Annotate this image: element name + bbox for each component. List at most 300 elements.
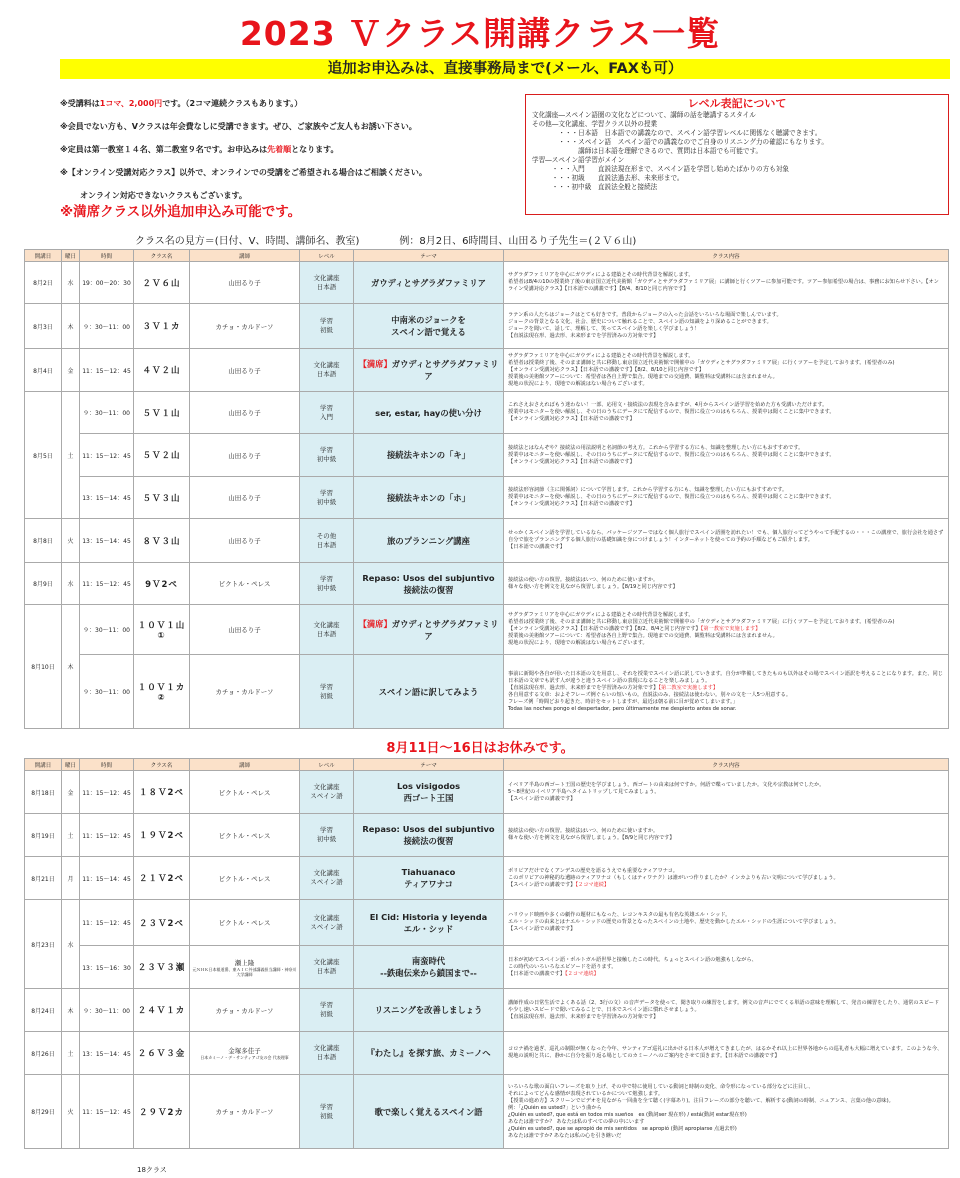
teacher-name: 山田るり子: [228, 279, 261, 287]
table-row: [25, 262, 949, 304]
class-name-cell: ４Ｖ２山: [134, 349, 190, 392]
date-cell: 8月5日: [25, 392, 62, 519]
description-line: せっかくスペイン語を学習しているなら、パッケージツアーではなく個人旅行でスペイン語圏を訪れたい！でも、個人旅行ってどうやって手配するの・・・この講座で、旅行会社を通さず自分で旅をプランニングする個人旅行の基礎知識を身につけましょう！インターネットを使っての予約の手順などもご紹介します。: [508, 530, 944, 543]
description-line: このボリビアの神秘的な遺跡のティアワナコ（もしくはティワナク）は誰がいつ作りましたか？インカよりも古い文明について学びましょう。: [508, 874, 839, 881]
description-line: あなたは誰ですか？ あなたは私のすべての夢の中にいます: [508, 1118, 645, 1125]
level-cell: [300, 434, 354, 477]
line: エル・シッド: [403, 923, 454, 934]
column-header: テーマ: [354, 759, 504, 771]
column-header: クラス名: [134, 250, 190, 262]
description-line: 現地の状況により、現地での解説はない場合もございます。: [508, 380, 648, 387]
description-cell: [504, 771, 949, 814]
time-cell: ９：30～11：00: [80, 304, 134, 349]
line: 南蛮時代: [411, 956, 446, 966]
description-line: 【授業の進め方】スクリーンでビデオを見ながら一回曲を全て聴く(字幕あり)。注目フレーズの部分を聴いて、解析する(動詞の時制、ニュアンス、言葉の他の意味)。: [508, 1097, 894, 1104]
theme-cell: [354, 1075, 504, 1149]
description-line: ¿Quién es usted?, que se apropió de mis sentidos se apropió (動詞 apropiarse 点過去形): [508, 1125, 737, 1132]
teacher-name: 山田るり子: [228, 409, 261, 417]
line: 文化講座: [313, 273, 340, 282]
teacher-cell: [190, 434, 300, 477]
teacher-cell: [190, 519, 300, 563]
description-line: イベリア半島の西ゴート王国の歴史を学びましょう。西ゴートの由来は何ですか。何語で喋っていましたか。文化や宗教は何でしたか。: [508, 781, 825, 788]
line: 文化講座: [313, 620, 340, 629]
table-row: [25, 519, 949, 563]
date-cell: 8月19日: [25, 814, 62, 857]
description-line: 例：「¿Quién es usted?」という曲から: [508, 1104, 602, 1111]
day-cell: 木: [62, 304, 80, 349]
teacher-name: ビクトル・ペレス: [218, 788, 271, 797]
line: 接続法の復習: [403, 584, 454, 595]
note-membership: ※会員でない方も、Vクラスは年会費なしに受講できます。ぜひ、ご家族やご友人もお誘い下さい。: [60, 122, 417, 131]
description-line: 接続法の使い方の復習。接続法はいつ、何のために使いますか。: [508, 828, 659, 834]
line: 初級: [320, 326, 333, 334]
description-line: 【オンライン受講対応クラス】【日本語での講義です】: [508, 501, 635, 507]
class-name-cell: １８Ｖ2ペ: [134, 771, 190, 814]
teacher-name: 金塚多佳子: [228, 1047, 261, 1055]
theme-cell: [354, 771, 504, 814]
day-cell: 土: [62, 814, 80, 857]
theme-cell: [354, 349, 504, 392]
teacher-name: ビクトル・ペレス: [218, 831, 271, 840]
level-cell: [300, 989, 354, 1032]
table-row: [25, 1075, 949, 1149]
day-cell: 月: [62, 857, 80, 900]
teacher-cell: [190, 477, 300, 519]
teacher-cell: [190, 857, 300, 900]
description-line: エル・シッドの由来とはナエル・シッドの歴史の背景となったスペインの土地や、歴史を動かしたエル・シッドの生涯について学びましょう。: [508, 919, 840, 925]
date-cell: 8月10日: [25, 605, 62, 729]
teacher-cell: [190, 900, 300, 946]
level-cell: [300, 1075, 354, 1149]
table-row: [25, 857, 949, 900]
date-cell: 8月2日: [25, 262, 62, 304]
level-legend-line: その他―文化講座、学習クラス以外の授業: [532, 120, 658, 128]
theme-cell: [354, 519, 504, 563]
page-title: 2023 Ｖクラス開講クラス一覧: [239, 14, 721, 53]
line: リスニングを改善しましょう: [374, 1005, 483, 1015]
description-line: 希望者は授業終了後、そのまま講師と共に移動し東京国立近代美術館で開催中の「ガウディとサグラダファミリア展」に行くツアーを予定しております。(希望者のみ): [508, 619, 895, 625]
description-line: 【日本語での講義です】: [508, 544, 566, 550]
class-name-cell: ２Ｖ６山: [134, 262, 190, 304]
line: 学習: [320, 446, 333, 454]
level-cell: [300, 946, 354, 989]
description-line: 授業後の美術館ツアーについて：希望者は各自上野で集合。現地までの交通費、観覧料は受講料には含まれません。: [508, 373, 778, 380]
class-name-cell: ８Ｖ３山: [134, 519, 190, 563]
line: 接続法キホンの「キ」: [387, 450, 470, 460]
teacher-cell: [190, 946, 300, 989]
level-cell: [300, 392, 354, 434]
description-line: 様々な使い方を例文を見ながら復習しましょう。【8/9と同じ内容です】: [508, 835, 675, 841]
line: Tiahuanaco: [401, 867, 456, 877]
time-cell: 11：15～12：45: [80, 814, 134, 857]
class-name-cell: １０Ｖ１山①: [134, 605, 190, 655]
class-name-cell: ５Ｖ２山: [134, 434, 190, 477]
theme-cell: [354, 392, 504, 434]
description-cell: [504, 1032, 949, 1075]
column-header: レベル: [300, 250, 354, 262]
description-line: 現地の状況により、現地での解説はない場合もございます。: [508, 640, 648, 646]
level-cell: [300, 1032, 354, 1075]
line: 学習: [320, 826, 333, 834]
date-cell: 8月26日: [25, 1032, 62, 1075]
level-cell: [300, 771, 354, 814]
line: El Cid: Historia y leyenda: [369, 911, 488, 922]
day-cell: 火: [62, 1075, 80, 1149]
teacher-title: 日本カミーノ・デ・サンティアゴ友の会 代表理事: [200, 1055, 289, 1060]
date-cell: 8月4日: [25, 349, 62, 392]
table-row: [25, 477, 949, 519]
date-cell: 8月8日: [25, 519, 62, 563]
time-cell: 13：15～14：45: [80, 1032, 134, 1075]
day-cell: 水: [62, 262, 80, 304]
time-cell: ９：30～11：00: [80, 989, 134, 1032]
description-cell: [504, 814, 949, 857]
description-line: 【オンライン受講対応クラス】【日本語での講義です】: [508, 458, 635, 465]
description-line: あなたは誰ですか? あなたは私の心を引き継いだ: [508, 1132, 622, 1139]
teacher-name: ビクトル・ペレス: [218, 580, 271, 588]
day-cell: 火: [62, 519, 80, 563]
theme-cell: [354, 857, 504, 900]
theme-cell: [354, 989, 504, 1032]
day-cell: 水: [62, 900, 80, 989]
line: スペイン語: [310, 922, 343, 931]
time-cell: ９：30～11：00: [80, 605, 134, 655]
day-cell: 木: [62, 989, 80, 1032]
date-cell: 8月24日: [25, 989, 62, 1032]
level-cell: [300, 563, 354, 605]
line: 初中級: [316, 583, 337, 592]
description-line: サグラダファミリアを中心にガウディによる建築とその時代背景を解説します。: [508, 272, 694, 278]
date-cell: 8月9日: [25, 563, 62, 605]
theme-cell: [354, 434, 504, 477]
description-cell: [504, 946, 949, 989]
day-cell: 木: [62, 605, 80, 729]
table-row: [25, 605, 949, 655]
line: ティアワナコ: [404, 879, 453, 889]
description-line: ジョークを聞いて、話して、理解して、笑ってスペイン語を楽しく学びましょう！: [508, 326, 700, 332]
class-name-cell: ２３Ｖ2ペ: [134, 900, 190, 946]
level-cell: [300, 900, 354, 946]
teacher-name: カチョ・カルドーソ: [215, 322, 274, 331]
line: 初中級: [316, 455, 337, 463]
time-cell: 19：00～20：30: [80, 262, 134, 304]
application-banner: 追加お申込みは、直接事務局まで(メール、FAXも可）: [60, 59, 950, 79]
theme-cell: [354, 1032, 504, 1075]
line: 初級: [320, 1111, 333, 1120]
day-cell: 土: [62, 1032, 80, 1075]
level-cell: [300, 262, 354, 304]
theme-cell: [354, 262, 504, 304]
theme-cell: [354, 655, 504, 729]
schedule-table-1: [24, 249, 949, 729]
description-line: ハリウッド映画や多くの劇作の題材にもなった、レコンキスタの最も有名な英雄エル・シッド。: [508, 912, 731, 918]
theme-cell: [354, 563, 504, 605]
description-line: 各自用意する文章：およそフレーズ例ぐらいの短いもの。直説法のみ、接続法は使わない。別々の文を一人5つ用意する。: [508, 691, 792, 698]
description-line: この時代のいろいろなエピソードを語ります。: [508, 963, 617, 970]
description-line: フレーズ例「時間どおり起きた、時計をセットしますが、最近は朝る前に目が覚めてしまいます。」: [508, 698, 738, 705]
time-cell: 13：15～14：45: [80, 477, 134, 519]
level-cell: [300, 304, 354, 349]
level-cell: [300, 349, 354, 392]
teacher-cell: [190, 814, 300, 857]
description-cell: [504, 900, 949, 946]
table-row: [25, 1032, 949, 1075]
level-legend-line: ・・・初級 直説法過去形、未来形まで。: [532, 174, 684, 182]
teacher-cell: [190, 771, 300, 814]
theme-cell: [354, 605, 504, 655]
time-cell: 11：15～12：45: [80, 1075, 134, 1149]
line: 初級: [320, 691, 333, 700]
time-cell: ９：30～11：00: [80, 655, 134, 729]
column-header: テーマ: [354, 250, 504, 262]
line: 文化講座: [313, 783, 340, 791]
table-row: [25, 304, 949, 349]
description-line: 5〜8世紀のイベリア半島へタイムトリップして見てみましょう。: [508, 788, 660, 795]
class-count: 18クラス: [137, 1166, 167, 1174]
break-notice: 8月11日～16日はお休みです。: [386, 741, 574, 756]
column-header: 講師: [190, 250, 300, 262]
schedule-table-2: [24, 758, 949, 1149]
date-cell: 8月23日: [25, 900, 62, 989]
teacher-name: 山田るり子: [228, 537, 261, 545]
teacher-name: 瀬上隆: [234, 958, 255, 967]
line: ser, estar, hayの使い分け: [375, 407, 482, 418]
level-legend-line: 文化講座―スペイン語圏の文化などについて、講師の話を聴講するスタイル: [532, 111, 756, 119]
time-cell: 13：15～16：30: [80, 946, 134, 989]
class-name-cell: ２３Ｖ３瀬: [134, 946, 190, 989]
teacher-cell: [190, 349, 300, 392]
line: 文化講座: [313, 1044, 340, 1052]
teacher-name: ビクトル・ペレス: [218, 919, 271, 927]
description-line: ¿Quién es usted?, que está en todos mis sueños es (動詞ser 現在形) / está(動詞 estar現在形): [508, 1111, 747, 1118]
description-line: 希望者は8/4の10の授業終了後の東京国立近代美術館「ガウディとサグラダファミリア展」に講師と行くツアーに参加可能です。ツアー参加希望の場合は、事務にお知らせ下さい。【オンライン受講対応クラス】【日本語での講義です】【8/4、8/10と同じ内容です】: [508, 279, 939, 292]
description-line: 授業中はモニターを使い解説し、その日のうちにデータにて配信するので、復習に役立つのはもちろん、授業中は聞くことに集中できます。: [508, 451, 835, 458]
teacher-cell: [190, 605, 300, 655]
line: 旅のプランニング講座: [387, 535, 470, 546]
level-legend-line: ・・・初中級 直説法全般と接続法: [532, 183, 658, 191]
description-line: 授業中はモニターを使い解説し、その日のうちにデータにて配信するので、復習に役立つのはもちろん、授業中は聞くことに集中できます。: [508, 494, 835, 500]
level-legend-title: レベル表記について: [687, 97, 787, 110]
description-cell: [504, 989, 949, 1032]
description-line: Todas las noches pongo el despertador, pero últimamente me despierto antes de sonar.: [508, 705, 737, 712]
day-cell: 土: [62, 392, 80, 519]
time-cell: 11：15～12：45: [80, 900, 134, 946]
line: 初中級: [316, 497, 337, 506]
description-cell: [504, 434, 949, 477]
teacher-cell: [190, 989, 300, 1032]
description-line: 接続法形容詞節（主に関係詞）について学習します。これから学習する方にも、知識を整理したい方にもおすすめです。: [508, 487, 788, 493]
level-legend-line: 講師は日本語を理解できるので、質問は日本語でも可能です。: [532, 147, 763, 155]
level-legend: [525, 94, 949, 215]
column-header: 曜日: [62, 759, 80, 771]
time-cell: 13：15～14：45: [80, 519, 134, 563]
line: 日本語: [316, 967, 337, 975]
line: 入門: [320, 412, 333, 421]
description-line: 【スペイン語での講義です】: [508, 926, 576, 932]
teacher-cell: [190, 655, 300, 729]
description-cell: [504, 392, 949, 434]
class-name-cell: １９Ｖ2ペ: [134, 814, 190, 857]
description-line: 様々な使い方を例文を見ながら復習しましょう。【8/19と同じ内容です】: [508, 583, 678, 590]
description-line: これさえおさえればもう迷わない！一部、応用文・接続法の表現を含みますが、4月からスペイン語学習を始めた方も受講いただけます。: [508, 402, 828, 408]
description-line: 接続法の使い方の復習。接続法はいつ、何のために使いますか。: [508, 576, 659, 583]
class-name-cell: ５Ｖ３山: [134, 477, 190, 519]
level-cell: [300, 477, 354, 519]
line: 文化講座: [313, 958, 340, 966]
description-line: いろいろな歌の面白いフレーズを取り上げ、その中で特に使用している動詞と時制の変化、命令形になっている部分などに注目し、: [508, 1083, 814, 1090]
teacher-name: 山田るり子: [228, 626, 261, 634]
class-name-cell: ２９Ｖ2カ: [134, 1075, 190, 1149]
description-cell: [504, 519, 949, 563]
column-header: 開講日: [25, 250, 62, 262]
table-row: [25, 563, 949, 605]
column-header: レベル: [300, 759, 354, 771]
teacher-name: カチョ・カルドーソ: [215, 688, 274, 696]
line: ガウディとサグラダファミリア: [391, 359, 499, 381]
class-name-cell: ３Ｖ１カ: [134, 304, 190, 349]
line: 学習: [320, 1001, 333, 1009]
time-cell: 11：15～12：45: [80, 434, 134, 477]
teacher-name: ビクトル・ペレス: [218, 874, 271, 883]
line: 学習: [320, 574, 333, 583]
line: 学習: [320, 1102, 333, 1111]
table-row: [25, 814, 949, 857]
description-line: 【日本語での講義です】【２コマ連続】: [508, 970, 599, 977]
description-line: 授業後の美術館ツアーについて：希望者は各自上野で集合。現地までの交通費、観覧料は受講料には含まれません。: [508, 633, 778, 639]
theme-cell: [354, 814, 504, 857]
description-line: 【スペイン語での講義です】: [508, 795, 576, 802]
note-availability: ※満席クラス以外追加申込み可能です。: [60, 204, 302, 220]
description-line: サグラダファミリアを中心にガウディによる建築とその時代背景を解説します。: [508, 612, 694, 618]
description-line: コロナ禍を過ぎ、巡礼の制限が無くなった今年、サンティアゴ巡礼に出かける日本人が増えてきましたが、はるかそれ以上に世界各地からの巡礼者も大幅に増えています。このような今、現地の説明と共に、静かに自分を振り返る場としてのカミーノへのご案内をさせて頂きます。【日本語での講義です】: [508, 1046, 943, 1059]
line: 日本語: [316, 629, 337, 638]
level-cell: [300, 857, 354, 900]
description-cell: [504, 304, 949, 349]
description-cell: [504, 655, 949, 729]
column-header: クラス内容: [504, 250, 949, 262]
class-name-cell: ２４Ｖ１カ: [134, 989, 190, 1032]
description-cell: [504, 1075, 949, 1149]
teacher-cell: [190, 563, 300, 605]
description-cell: [504, 605, 949, 655]
line: 日本語: [316, 370, 337, 378]
line: 文化講座: [313, 869, 340, 877]
line: スペイン語: [310, 792, 343, 800]
description-line: サグラダファミリアを中心にガウディによる建築とその時代背景を解説します。: [508, 352, 694, 359]
time-cell: 11：15～12：45: [80, 349, 134, 392]
teacher-cell: [190, 392, 300, 434]
level-cell: [300, 519, 354, 563]
teacher-cell: [190, 262, 300, 304]
level-legend-line: ・・・スペイン語 スペイン語での講義なのでご自身のリスニング力の確認にもなります。: [532, 138, 828, 146]
level-legend-line: ・・・日本語 日本語での講義なので、スペイン語学習レベルに関係なく聴講できます。: [532, 129, 822, 137]
line: 日本語: [316, 540, 337, 549]
theme-cell: [354, 946, 504, 989]
description-line: 講師作成の日常生活でよくある話（2、3行の文）の音声データを使って、聞き取りの練習をします。例文の音声にでてくる単語の意味を理解して、発音の練習をしたり、通常のスピードや少し速いスピードで聞いてみることで、日本でスペイン語に慣れさせましょう。: [508, 999, 940, 1013]
description-cell: [504, 262, 949, 304]
column-header: 開講日: [25, 759, 62, 771]
description-line: 授業中はモニターを使い解説し、その日のうちにデータにて配信するので、復習に役立つのはもちろん、授業中は聞くことに集中できます。: [508, 409, 835, 415]
description-line: ジョークの背景となる文化、社会、歴史について触れることで、スペイン語の知識をより深めることができます。: [508, 319, 772, 325]
time-cell: 11：15～12：45: [80, 771, 134, 814]
line: 初中級: [316, 835, 337, 843]
description-line: 【直説法現在形、過去形、未来形までを学習済みの方対象です】: [508, 333, 659, 339]
line: Los visigodos: [396, 781, 461, 791]
table-row: [25, 900, 949, 946]
line: 学習: [320, 403, 333, 412]
line: 歌で楽しく覚えるスペイン語: [374, 1106, 483, 1117]
day-cell: 水: [62, 563, 80, 605]
line: 文化講座: [313, 361, 340, 369]
date-cell: 8月29日: [25, 1075, 62, 1149]
description-line: 希望者は授業終了後、そのまま講師と共に移動し東京国立近代美術館で開催中の「ガウディとサグラダファミリア展」に行くツアーを予定しております。(希望者のみ): [508, 359, 895, 366]
description-cell: [504, 563, 949, 605]
description-line: 事前に新聞や各自が用いた日本語の文を用意し、それを授業でスペイン語に訳していきます。自分が準備してきたものも以外はその場でスペイン語訳を考えることになります。また、同じ日本語の文章でも訳す人が違うと違うスペイン語の表現になることを楽しみましょう。: [508, 670, 943, 684]
level-legend-line: 学習―スペイン語学習がメイン: [532, 156, 625, 164]
line: 『わたし』を探す旅、カミーノへ: [366, 1048, 491, 1058]
table-row: [25, 349, 949, 392]
class-name-example: クラス名の見方＝(日付、V、時間、講師名、教室) 例：8月2日、6時間目、山田るり子先生＝(２Ｖ６山): [135, 236, 637, 247]
teacher-name: 山田るり子: [228, 494, 261, 502]
column-header: 曜日: [62, 250, 80, 262]
column-header: 時間: [80, 250, 134, 262]
class-name-cell: ５Ｖ１山: [134, 392, 190, 434]
time-cell: 11：15～12：45: [80, 563, 134, 605]
full-badge: 【満席】: [358, 359, 392, 369]
teacher-cell: [190, 304, 300, 349]
line: 文化講座: [313, 913, 340, 922]
line: ガウディとサグラダファミリア: [391, 618, 499, 641]
theme-cell: [354, 304, 504, 349]
notes: [60, 98, 520, 230]
teacher-name: 山田るり子: [228, 451, 261, 460]
column-header: クラス内容: [504, 759, 949, 771]
teacher-name: 山田るり子: [228, 366, 261, 375]
note-online: ※【オンライン受講対応クラス】以外で、オンラインでの受講をご希望される場合はご相談ください。: [60, 168, 427, 177]
description-line: 【スペイン語での講義です】【２コマ連続】: [508, 881, 610, 888]
line: 接続法の復習: [403, 836, 454, 846]
column-header: 講師: [190, 759, 300, 771]
level-legend-line: ・・・入門 直説法現在形まで、スペイン語を学習し始めたばかりの方も対象: [532, 165, 790, 173]
column-header: 時間: [80, 759, 134, 771]
table-row: [25, 655, 949, 729]
teacher-cell: [190, 1075, 300, 1149]
description-cell: [504, 857, 949, 900]
line: その他: [316, 531, 337, 540]
table-row: [25, 946, 949, 989]
day-cell: 金: [62, 771, 80, 814]
line: 中南米のジョークを: [391, 315, 466, 325]
line: 日本語: [316, 282, 337, 291]
line: --鉄砲伝来から鎖国まで--: [380, 968, 477, 978]
description-cell: [504, 477, 949, 519]
line: Repaso: Usos del subjuntivo: [362, 824, 495, 834]
line: 学習: [320, 317, 333, 325]
note-online-sub: オンライン対応できないクラスもございます。: [80, 191, 247, 200]
line: 初級: [320, 1010, 333, 1018]
note-fee: ※受講料は1コマ、2,000円です。（2コマ連続クラスもあります。）: [60, 99, 303, 108]
line: 日本語: [316, 1053, 337, 1061]
class-name-cell: ２１Ｖ2ペ: [134, 857, 190, 900]
line: 学習: [320, 488, 333, 497]
level-cell: [300, 814, 354, 857]
class-name-cell: １０Ｖ１カ②: [134, 655, 190, 729]
teacher-name: カチョ・カルドーソ: [215, 1108, 274, 1116]
column-header: クラス名: [134, 759, 190, 771]
description-line: ラテン系の人たちはジョークはとても好きです。普段からジョークの入った会話をいろいろな場面で楽しんでいます。: [508, 312, 782, 318]
full-badge: 【満席】: [358, 618, 392, 629]
date-cell: 8月18日: [25, 771, 62, 814]
